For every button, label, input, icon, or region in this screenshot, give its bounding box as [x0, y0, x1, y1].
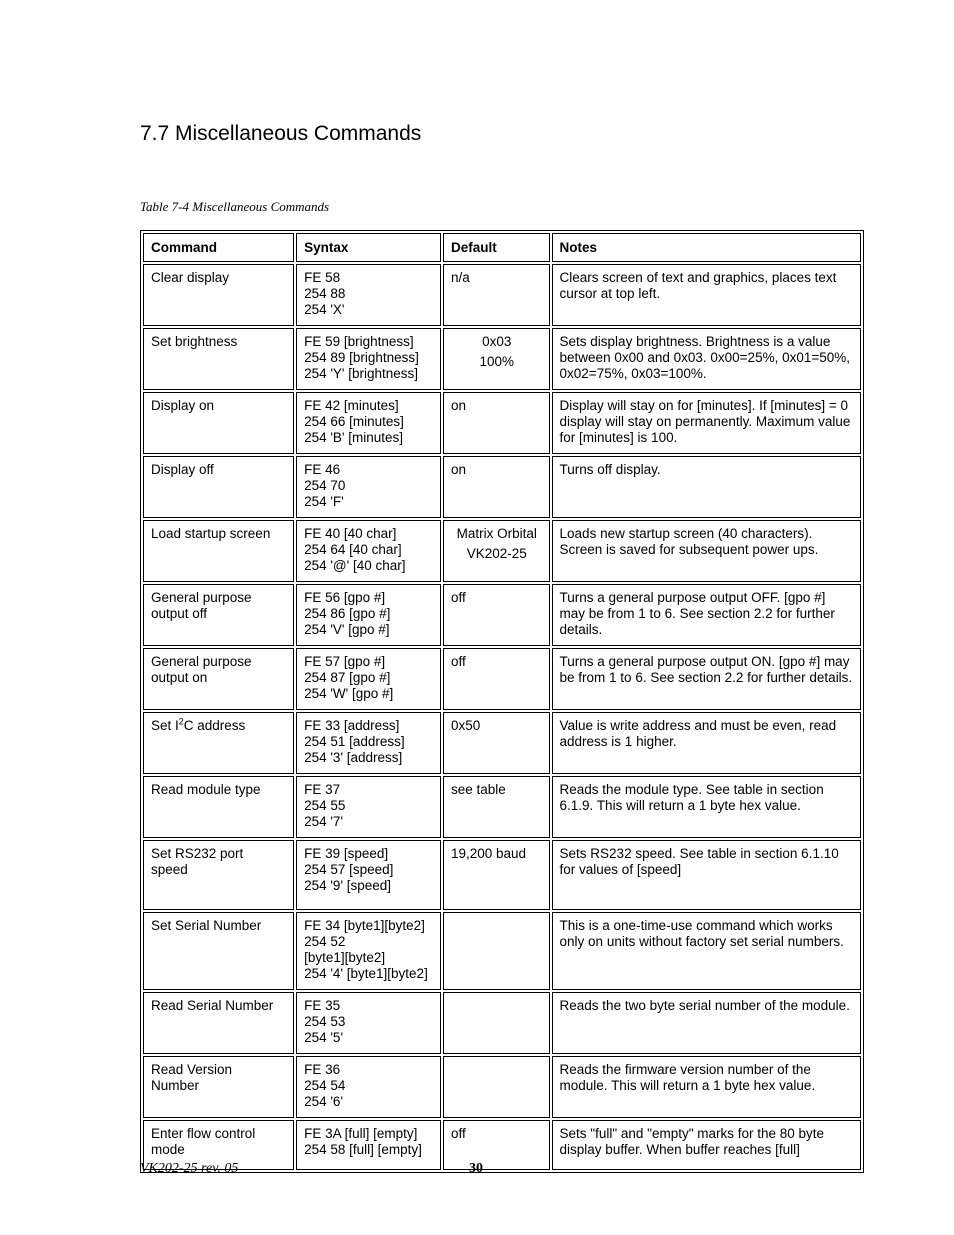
default-line: 0x50: [450, 718, 481, 733]
cell-command: [143, 712, 294, 774]
cell-command: [143, 776, 294, 838]
syntax-line: FE 42 [minutes]: [304, 398, 399, 413]
command-superscript: 2: [178, 716, 184, 727]
cell-default: [443, 328, 550, 390]
cell-syntax: [296, 584, 441, 646]
syntax-line: 254 86 [gpo #]: [304, 606, 391, 621]
syntax-line: 254 '3' [address]: [304, 750, 403, 765]
command-line: Display off: [151, 462, 214, 477]
table-caption: Table 7-4 Miscellaneous Commands: [140, 199, 330, 214]
syntax-line: 254 '6': [304, 1094, 344, 1109]
syntax-line: 254 'W' [gpo #]: [304, 686, 394, 701]
table-row: [143, 584, 861, 646]
syntax-line: 254 '7': [304, 814, 344, 829]
cell-syntax: [296, 1120, 441, 1170]
table-row: [143, 912, 861, 990]
default-line: off: [450, 654, 466, 669]
table-row: [143, 712, 861, 774]
cell-notes: Sets display brightness. Brightness is a value between 0x00 and 0x03. 0x00=25%, 0x01=50%, 0x02=75%, 0x03=100%.: [552, 328, 861, 390]
syntax-line: 254 '@' [40 char]: [304, 558, 406, 573]
syntax-line: 254 51 [address]: [304, 734, 405, 749]
cell-syntax: [296, 264, 441, 326]
cell-syntax: [296, 912, 441, 990]
cell-command: [143, 456, 294, 518]
cell-default: [443, 1120, 550, 1170]
command-line: Set brightness: [151, 334, 238, 349]
table-row: [143, 992, 861, 1054]
cell-default: [443, 520, 550, 582]
cell-notes: Reads the module type. See table in section 6.1.9. This will return a 1 byte hex value.: [552, 776, 861, 838]
command-line: Load startup screen: [151, 526, 271, 541]
default-line: n/a: [450, 270, 470, 285]
cell-syntax: [296, 840, 441, 910]
cell-default: [443, 712, 550, 774]
table-row: [143, 776, 861, 838]
table-row: [143, 520, 861, 582]
syntax-line: 254 66 [minutes]: [304, 414, 404, 429]
cell-notes: Turns a general purpose output OFF. [gpo #] may be from 1 to 6. See section 2.2 for further details.: [552, 584, 861, 646]
cell-default: [443, 392, 550, 454]
command-line: Set RS232 port: [151, 846, 244, 861]
cell-syntax: [296, 1056, 441, 1118]
table-row: [143, 392, 861, 454]
cell-syntax: [296, 992, 441, 1054]
cell-default: [443, 992, 550, 1054]
header-syntax: Syntax: [296, 233, 441, 262]
cell-command: [143, 584, 294, 646]
cell-notes: Loads new startup screen (40 characters). Screen is saved for subsequent power ups.: [552, 520, 861, 582]
cell-default: [443, 1056, 550, 1118]
cell-syntax: [296, 648, 441, 710]
cell-command: [143, 648, 294, 710]
default-line: 19,200 baud: [450, 846, 527, 861]
command-line: output off: [151, 606, 208, 621]
cell-syntax: [296, 712, 441, 774]
command-line: Display on: [151, 398, 215, 413]
cell-command: [143, 328, 294, 390]
cell-notes: Reads the firmware version number of the module. This will return a 1 byte hex value.: [552, 1056, 861, 1118]
default-line: VK202-25: [466, 546, 527, 561]
command-line: mode: [151, 1142, 185, 1157]
cell-default: [443, 840, 550, 910]
table-header-row: [143, 233, 861, 262]
cell-default: [443, 584, 550, 646]
command-line: Read Version: [151, 1062, 233, 1077]
cell-command: [143, 520, 294, 582]
command-line: Clear display: [151, 270, 230, 285]
table-row: [143, 264, 861, 326]
syntax-line: FE 59 [brightness]: [304, 334, 414, 349]
syntax-line: 254 '9' [speed]: [304, 878, 392, 893]
syntax-line: 254 52: [304, 934, 346, 949]
command-line: Number: [151, 1078, 200, 1093]
cell-command: [143, 992, 294, 1054]
cell-default: [443, 264, 550, 326]
cell-notes: Display will stay on for [minutes]. If [minutes] = 0 display will stay on permanently. Maximum value for [minutes] is 100.: [552, 392, 861, 454]
command-text-post: C address: [183, 718, 246, 733]
table-row: [143, 328, 861, 390]
syntax-line: FE 40 [40 char]: [304, 526, 397, 541]
syntax-line: 254 'F': [304, 494, 344, 509]
cell-syntax: [296, 456, 441, 518]
default-line: 0x03: [482, 334, 512, 349]
cell-syntax: [296, 776, 441, 838]
cell-command: [143, 392, 294, 454]
table-row: [143, 456, 861, 518]
syntax-line: 254 'V' [gpo #]: [304, 622, 390, 637]
command-line: Read Serial Number: [151, 998, 274, 1013]
syntax-line: 254 55: [304, 798, 346, 813]
cell-command: [143, 1056, 294, 1118]
default-line: on: [450, 398, 466, 413]
syntax-line: 254 89 [brightness]: [304, 350, 419, 365]
syntax-line: FE 58: [304, 270, 341, 285]
cell-default: [443, 912, 550, 990]
syntax-line: FE 57 [gpo #]: [304, 654, 386, 669]
cell-notes: Value is write address and must be even, read address is 1 higher.: [552, 712, 861, 774]
default-line: see table: [450, 782, 506, 797]
default-line: off: [450, 590, 466, 605]
syntax-line: 254 57 [speed]: [304, 862, 394, 877]
command-line: output on: [151, 670, 208, 685]
cell-notes: Turns off display.: [552, 456, 861, 518]
syntax-line: 254 'Y' [brightness]: [304, 366, 419, 381]
syntax-line: FE 33 [address]: [304, 718, 400, 733]
command-line: General purpose: [151, 654, 252, 669]
syntax-line: 254 88: [304, 286, 346, 301]
cell-command: [143, 912, 294, 990]
default-line: Matrix Orbital: [456, 526, 537, 541]
syntax-line: 254 54: [304, 1078, 346, 1093]
header-command: Command: [143, 233, 294, 262]
command-line: General purpose: [151, 590, 252, 605]
cell-notes: Sets "full" and "empty" marks for the 80 byte display buffer. When buffer reaches [full]: [552, 1120, 861, 1170]
table-row: [143, 1056, 861, 1118]
header-default: Default: [443, 233, 550, 262]
table-row: [143, 648, 861, 710]
cell-default: [443, 456, 550, 518]
commands-table: [140, 230, 864, 1173]
cell-command: [143, 840, 294, 910]
syntax-line: FE 39 [speed]: [304, 846, 389, 861]
cell-notes: Reads the two byte serial number of the module.: [552, 992, 861, 1054]
syntax-line: 254 87 [gpo #]: [304, 670, 391, 685]
syntax-line: FE 35: [304, 998, 341, 1013]
syntax-line: 254 '5': [304, 1030, 344, 1045]
header-notes: Notes: [552, 233, 861, 262]
syntax-line: 254 'X': [304, 302, 345, 317]
command-text-pre: Set I: [151, 718, 179, 733]
command-line: [151, 718, 287, 734]
section-heading: 7.7 Miscellaneous Commands: [140, 122, 422, 145]
command-line: speed: [151, 862, 188, 877]
syntax-line: FE 46: [304, 462, 341, 477]
syntax-line: 254 64 [40 char]: [304, 542, 402, 557]
cell-default: [443, 776, 550, 838]
default-line: on: [450, 462, 466, 477]
syntax-line: 254 'B' [minutes]: [304, 430, 404, 445]
table-row: [143, 1120, 861, 1170]
syntax-line: 254 53: [304, 1014, 346, 1029]
syntax-line: [byte1][byte2]: [304, 950, 386, 965]
syntax-line: 254 70: [304, 478, 346, 493]
footer-document-id: VK202-25 rev. 05: [140, 1161, 239, 1176]
syntax-line: 254 58 [full] [empty]: [304, 1142, 422, 1157]
default-line: 100%: [479, 354, 514, 369]
command-line: Set Serial Number: [151, 918, 262, 933]
syntax-line: 254 '4' [byte1][byte2]: [304, 966, 428, 981]
syntax-line: FE 34 [byte1][byte2]: [304, 918, 425, 933]
table-row: [143, 840, 861, 910]
table-body: [143, 264, 861, 1170]
cell-notes: Clears screen of text and graphics, places text cursor at top left.: [552, 264, 861, 326]
syntax-line: FE 56 [gpo #]: [304, 590, 386, 605]
cell-notes: Sets RS232 speed. See table in section 6.1.10 for values of [speed]: [552, 840, 861, 910]
command-line: Read module type: [151, 782, 261, 797]
cell-default: [443, 648, 550, 710]
cell-notes: Turns a general purpose output ON. [gpo #] may be from 1 to 6. See section 2.2 for further details.: [552, 648, 861, 710]
default-line: off: [450, 1126, 466, 1141]
syntax-line: FE 37: [304, 782, 341, 797]
cell-notes: This is a one-time-use command which works only on units without factory set serial numbers.: [552, 912, 861, 990]
cell-syntax: [296, 328, 441, 390]
syntax-line: FE 36: [304, 1062, 341, 1077]
command-line: Enter flow control: [151, 1126, 256, 1141]
cell-syntax: [296, 392, 441, 454]
cell-syntax: [296, 520, 441, 582]
footer-page-number: 30: [469, 1161, 483, 1176]
cell-command: [143, 264, 294, 326]
syntax-line: FE 3A [full] [empty]: [304, 1126, 418, 1141]
